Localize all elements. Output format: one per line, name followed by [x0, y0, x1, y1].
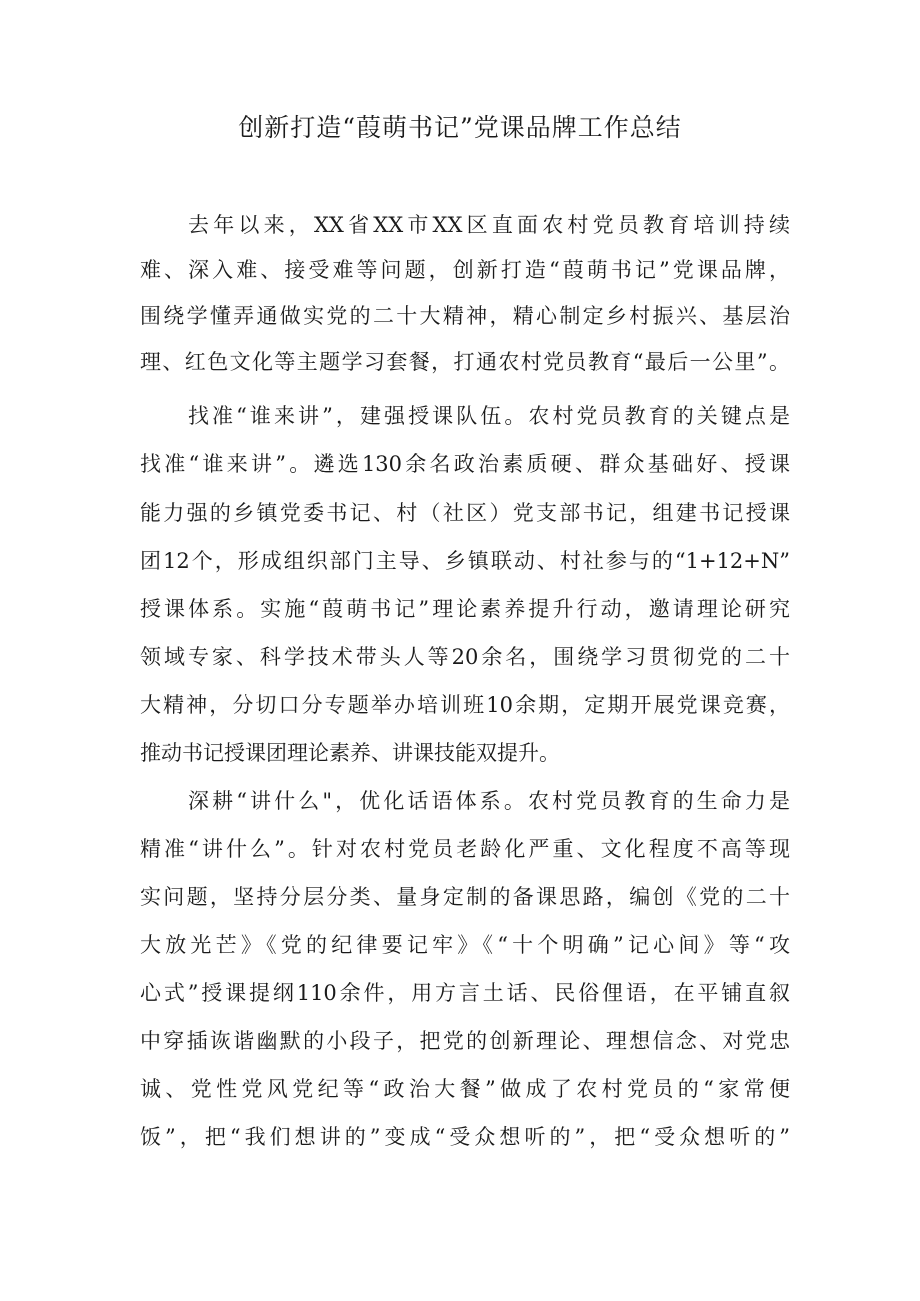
paragraph-3-line-3: 实问题，坚持分层分类、量身定制的备课思路，编创《党的二十 — [140, 885, 790, 909]
paragraph-2-line-1: 找准“谁来讲”，建强授课队伍。农村党员教育的关键点是 — [188, 404, 790, 428]
paragraph-3-line-2: 精准“讲什么”。针对农村党员老龄化严重、文化程度不高等现 — [140, 837, 790, 861]
paragraph-3-line-6: 中穿插诙谐幽默的小段子，把党的创新理论、理想信念、对党忠 — [140, 1029, 790, 1053]
paragraph-2-line-4: 团12个，形成组织部门主导、乡镇联动、村社参与的“1+12+N” — [140, 549, 790, 573]
paragraph-1-line-3: 围绕学懂弄通做实党的二十大精神，精心制定乡村振兴、基层治 — [140, 304, 790, 328]
paragraph-3-line-5: 心式”授课提纲110余件，用方言土话、民俗俚语，在平铺直叙 — [140, 981, 790, 1005]
paragraph-2-line-3: 能力强的乡镇党委书记、村（社区）党支部书记，组建书记授课 — [140, 501, 790, 525]
paragraph-3-line-7: 诚、党性党风党纪等“政治大餐”做成了农村党员的“家常便 — [140, 1077, 790, 1101]
paragraph-2-line-8: 推动书记授课团理论素养、讲课技能双提升。 — [140, 741, 560, 765]
paragraph-3-line-1: 深耕“讲什么"，优化话语体系。农村党员教育的生命力是 — [188, 789, 790, 813]
paragraph-3-line-8: 饭”，把“我们想讲的”变成“受众想听的”，把“受众想听的” — [140, 1125, 790, 1149]
paragraph-1-line-1: 去年以来，XX省XX市XX区直面农村党员教育培训持续 — [188, 213, 790, 237]
paragraph-2-line-7: 大精神，分切口分专题举办培训班10余期，定期开展党课竞赛， — [140, 693, 790, 717]
paragraph-2-line-5: 授课体系。实施“葭萌书记”理论素养提升行动，邀请理论研究 — [140, 597, 790, 621]
paragraph-2-line-2: 找准“谁来讲”。遴选130余名政治素质硬、群众基础好、授课 — [140, 452, 790, 476]
paragraph-3-line-4: 大放光芒》《党的纪律要记牢》《“十个明确”记心间》等“攻 — [140, 933, 790, 957]
paragraph-1-line-2: 难、深入难、接受难等问题，创新打造“葭萌书记”党课品牌， — [140, 258, 790, 282]
document-title: 创新打造“葭萌书记”党课品牌工作总结 — [238, 113, 682, 142]
paragraph-2-line-6: 领域专家、科学技术带头人等20余名，围绕学习贯彻党的二十 — [140, 645, 790, 669]
paragraph-1-line-4: 理、红色文化等主题学习套餐，打通农村党员教育“最后一公里”。 — [140, 350, 790, 374]
